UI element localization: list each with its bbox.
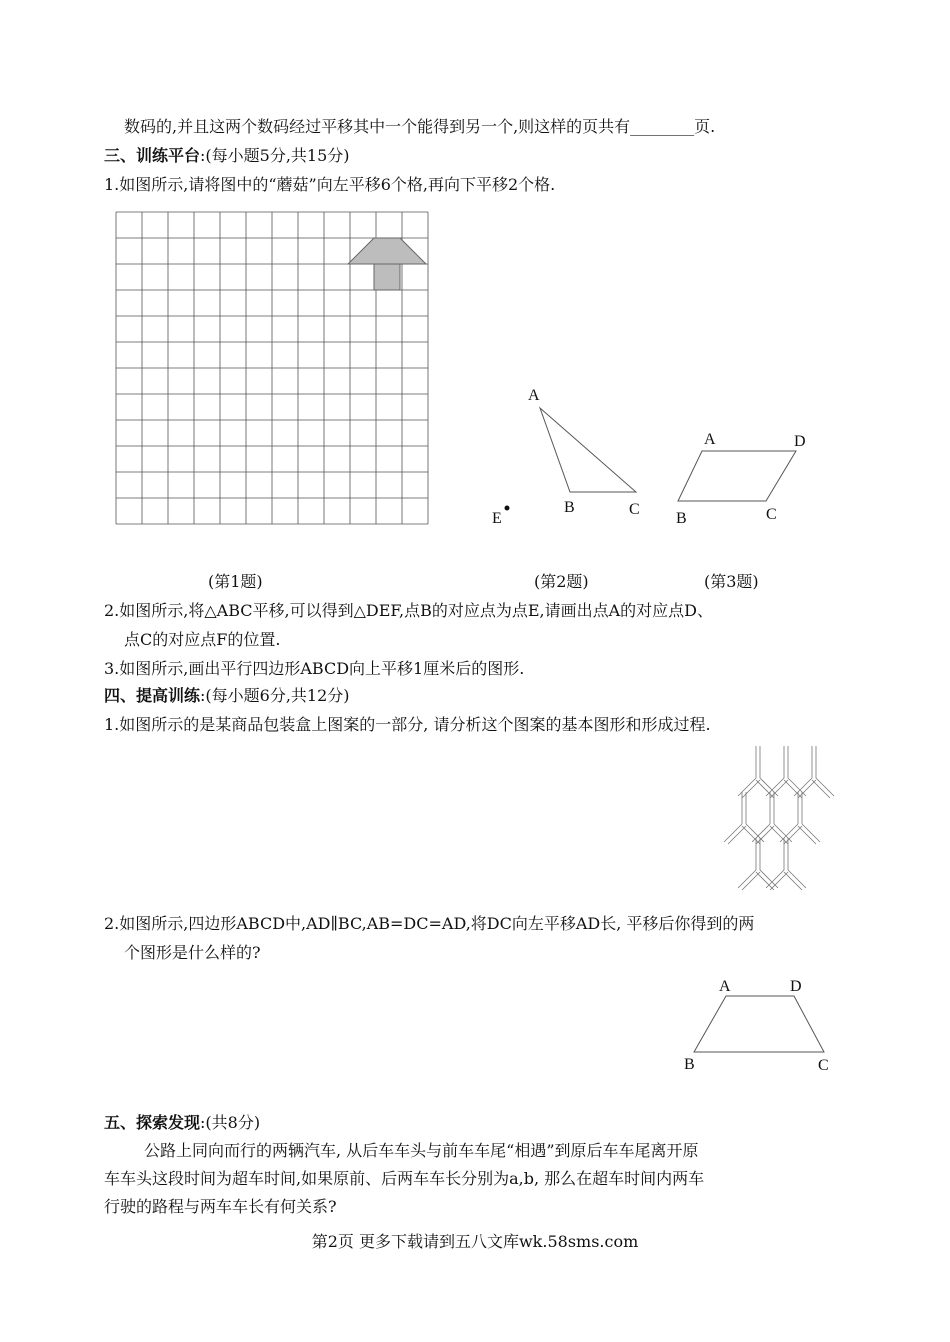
section4-title: 四、提高训练 xyxy=(104,686,201,705)
question-4-2-line1: 2.如图所示,四边形ABCD中,AD∥BC,AB=DC=AD,将DC向左平移AD长, 平移后你得到的两 xyxy=(104,914,755,933)
question-5-line3: 行驶的路程与两车车长有何关系? xyxy=(104,1197,337,1216)
para-label-c: C xyxy=(766,506,777,523)
section4-heading xyxy=(104,686,350,706)
trap-label-a: A xyxy=(719,978,731,995)
tri-label-b: B xyxy=(564,499,575,516)
question-3-2-line1: 2.如图所示,将△ABC平移,可以得到△DEF,点B的对应点为点E,请画出点A的对应点D、 xyxy=(104,601,714,620)
mushroom-stem xyxy=(374,264,400,290)
point-e xyxy=(505,506,510,511)
section5-note: :(共8分) xyxy=(200,1113,261,1132)
figure-1-grid xyxy=(115,210,435,530)
section3-heading xyxy=(104,146,350,166)
caption-fig3: (第3题) xyxy=(704,572,759,591)
figure-2-triangle xyxy=(488,380,648,530)
tri-label-a: A xyxy=(528,387,540,404)
pattern-y-shape xyxy=(766,838,806,890)
mushroom-cap xyxy=(348,238,426,264)
parallelogram-abcd xyxy=(678,451,796,501)
question-4-1: 1.如图所示的是某商品包装盒上图案的一部分, 请分析这个图案的基本图形和形成过程. xyxy=(104,715,711,734)
question-5-line1: 公路上同向而行的两辆汽车, 从后车车头与前车车尾“相遇”到原后车车尾离开原 xyxy=(144,1141,699,1160)
tri-label-c: C xyxy=(629,501,640,518)
figure-trapezoid xyxy=(680,972,840,1072)
caption-fig2: (第2题) xyxy=(534,572,589,591)
figure-3-parallelogram xyxy=(670,425,820,535)
section5-heading xyxy=(104,1113,260,1133)
tri-label-e: E xyxy=(492,510,502,527)
figure-pattern xyxy=(720,746,850,891)
trap-label-d: D xyxy=(790,978,802,995)
question-3-1: 1.如图所示,请将图中的“蘑菇”向左平移6个格,再向下平移2个格. xyxy=(104,175,556,194)
para-label-a: A xyxy=(704,431,716,448)
section4-note: :(每小题6分,共12分) xyxy=(200,686,350,705)
triangle-abc xyxy=(540,408,636,492)
section3-title: 三、训练平台 xyxy=(104,146,201,165)
pattern-y-shape xyxy=(794,746,834,798)
pattern-y-shapes xyxy=(724,746,834,890)
question-5-line2: 车车头这段时间为超车时间,如果原前、后两车车长分别为a,b, 那么在超车时间内两车 xyxy=(104,1169,705,1188)
intro-line: 数码的,并且这两个数码经过平移其中一个能得到另一个,则这样的页共有________页. xyxy=(124,117,716,136)
pattern-y-shape xyxy=(780,792,820,844)
section5-title: 五、探索发现 xyxy=(104,1113,201,1132)
caption-fig1: (第1题) xyxy=(208,572,263,591)
question-3-2-line2: 点C的对应点F的位置. xyxy=(124,630,281,649)
page-footer: 第2页 更多下载请到五八文库wk.58sms.com xyxy=(311,1232,639,1251)
trapezoid-abcd xyxy=(694,996,824,1052)
question-4-2-line2: 个图形是什么样的? xyxy=(124,943,261,962)
section3-note: :(每小题5分,共15分) xyxy=(200,146,350,165)
para-label-b: B xyxy=(676,510,687,527)
trap-label-c: C xyxy=(818,1057,829,1074)
question-3-3: 3.如图所示,画出平行四边形ABCD向上平移1厘米后的图形. xyxy=(104,659,525,678)
trap-label-b: B xyxy=(684,1056,695,1073)
para-label-d: D xyxy=(794,433,806,450)
